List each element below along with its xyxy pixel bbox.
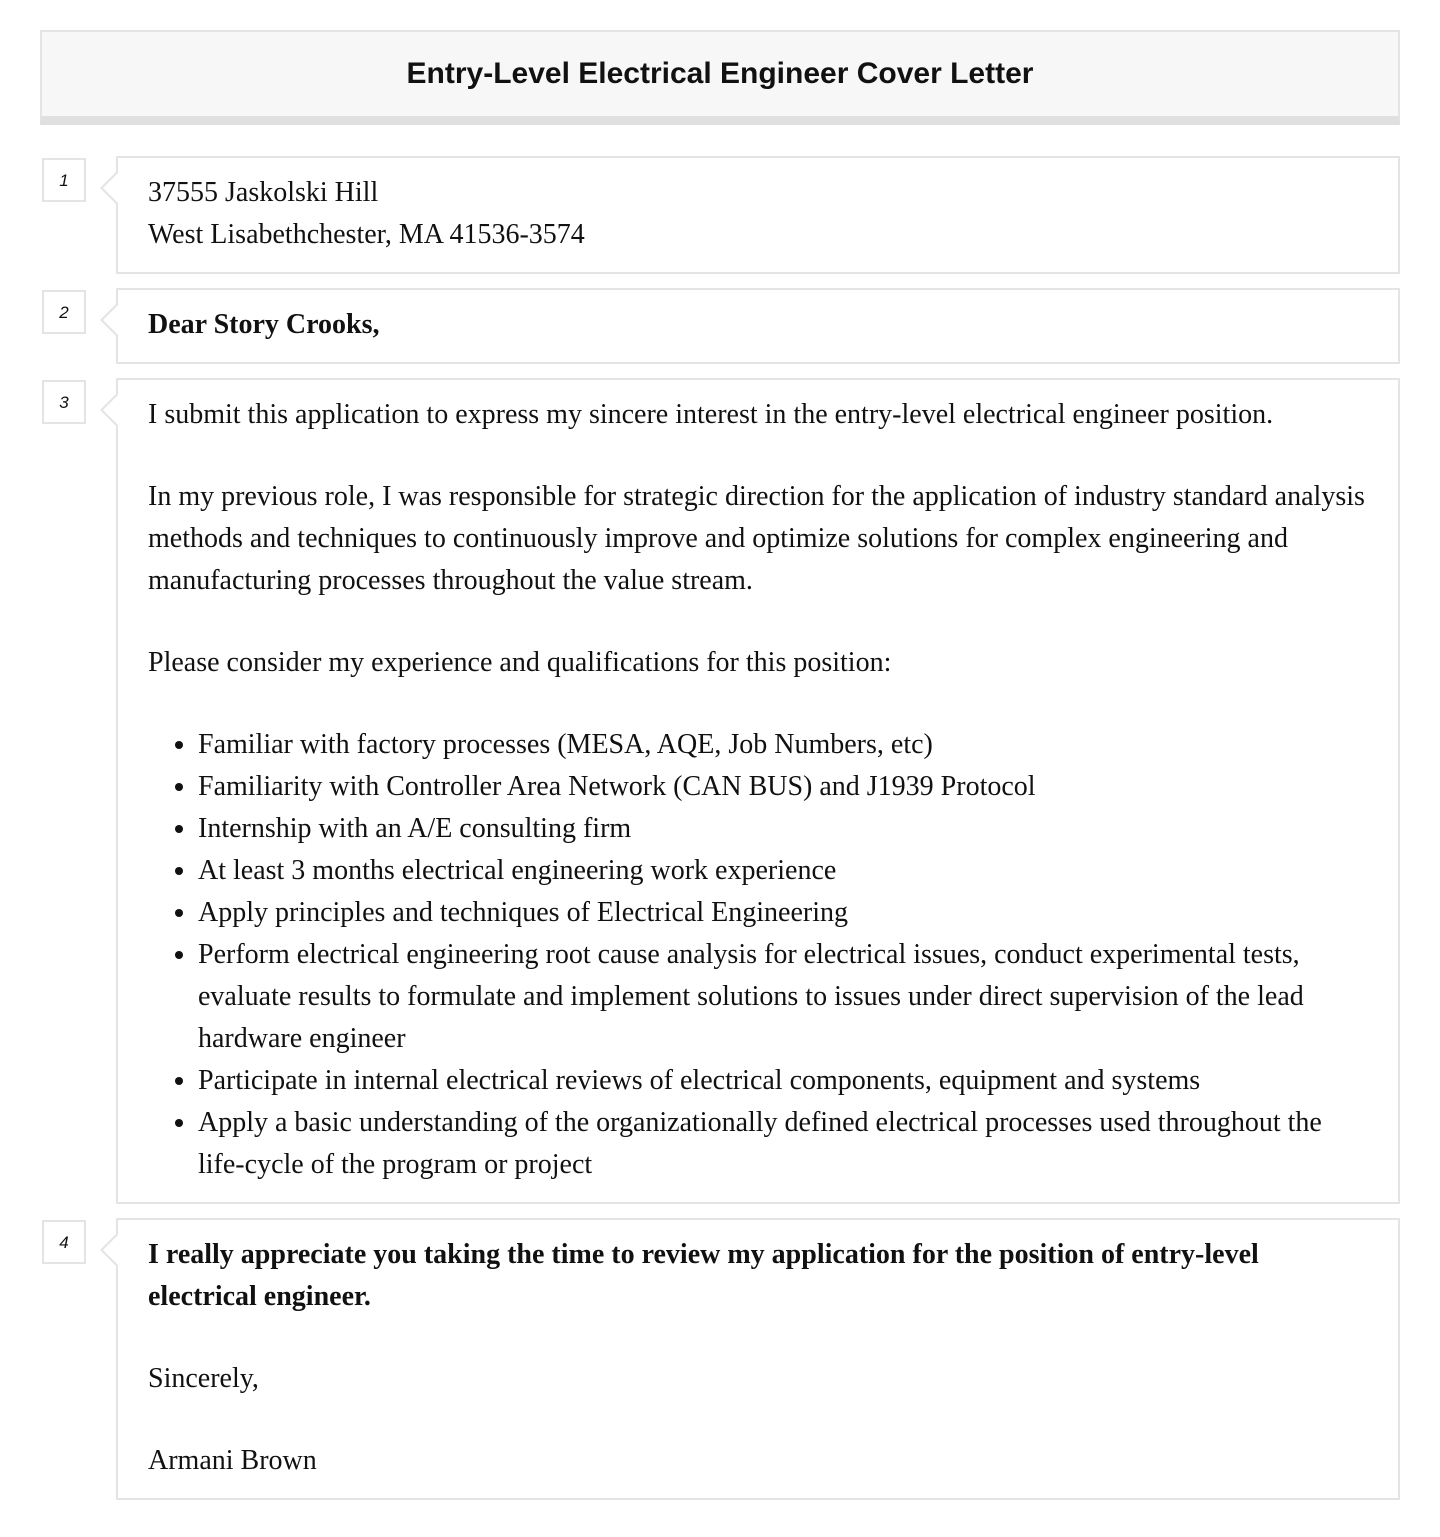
qualifications-list bbox=[148, 724, 1368, 1186]
list-item: • Internship with an A/E consulting firm bbox=[198, 808, 1368, 850]
list-item: • At least 3 months electrical engineering work experience bbox=[198, 850, 1368, 892]
section-number: 1 bbox=[42, 158, 86, 202]
address-line-1: 37555 Jaskolski Hill bbox=[148, 177, 379, 208]
experience-paragraph: In my previous role, I was responsible for strategic direction for the application of industry standard analysis methods and techniques to continuously improve and optimize solutions for complex engineering and manufacturing processes throughout the value stream. bbox=[148, 481, 1365, 596]
consider-paragraph: Please consider my experience and qualifications for this position: bbox=[148, 647, 892, 678]
section-number: 4 bbox=[42, 1220, 86, 1264]
closing-paragraph: I really appreciate you taking the time to review my application for the position of entry-level electrical engineer. bbox=[148, 1239, 1259, 1312]
list-item: • Apply a basic understanding of the organizationally defined electrical processes used throughout the life-cycle of the program or project bbox=[198, 1102, 1368, 1186]
page-header bbox=[40, 30, 1400, 125]
list-item: • Participate in internal electrical reviews of electrical components, equipment and systems bbox=[198, 1060, 1368, 1102]
list-item: • Apply principles and techniques of Electrical Engineering bbox=[198, 892, 1368, 934]
list-item: • Familiarity with Controller Area Network (CAN BUS) and J1939 Protocol bbox=[198, 766, 1368, 808]
address-line-2: West Lisabethchester, MA 41536-3574 bbox=[148, 219, 585, 250]
section-box bbox=[116, 1218, 1400, 1500]
signature: Armani Brown bbox=[148, 1445, 317, 1476]
section-box bbox=[116, 378, 1400, 1204]
section-box bbox=[116, 156, 1400, 274]
section-number: 2 bbox=[42, 290, 86, 334]
list-item: • Perform electrical engineering root cause analysis for electrical issues, conduct experimental tests, evaluate results to formulate and implement solutions to issues under direct supervision of the lead hardware engineer bbox=[198, 934, 1368, 1060]
section-number: 3 bbox=[42, 380, 86, 424]
intro-paragraph: I submit this application to express my sincere interest in the entry-level electrical engineer position. bbox=[148, 399, 1274, 430]
signoff: Sincerely, bbox=[148, 1363, 259, 1394]
page-title: Entry-Level Electrical Engineer Cover Letter bbox=[406, 57, 1034, 90]
greeting: Dear Story Crooks, bbox=[148, 309, 380, 340]
list-item: • Familiar with factory processes (MESA, AQE, Job Numbers, etc) bbox=[198, 724, 1368, 766]
section-box bbox=[116, 288, 1400, 364]
